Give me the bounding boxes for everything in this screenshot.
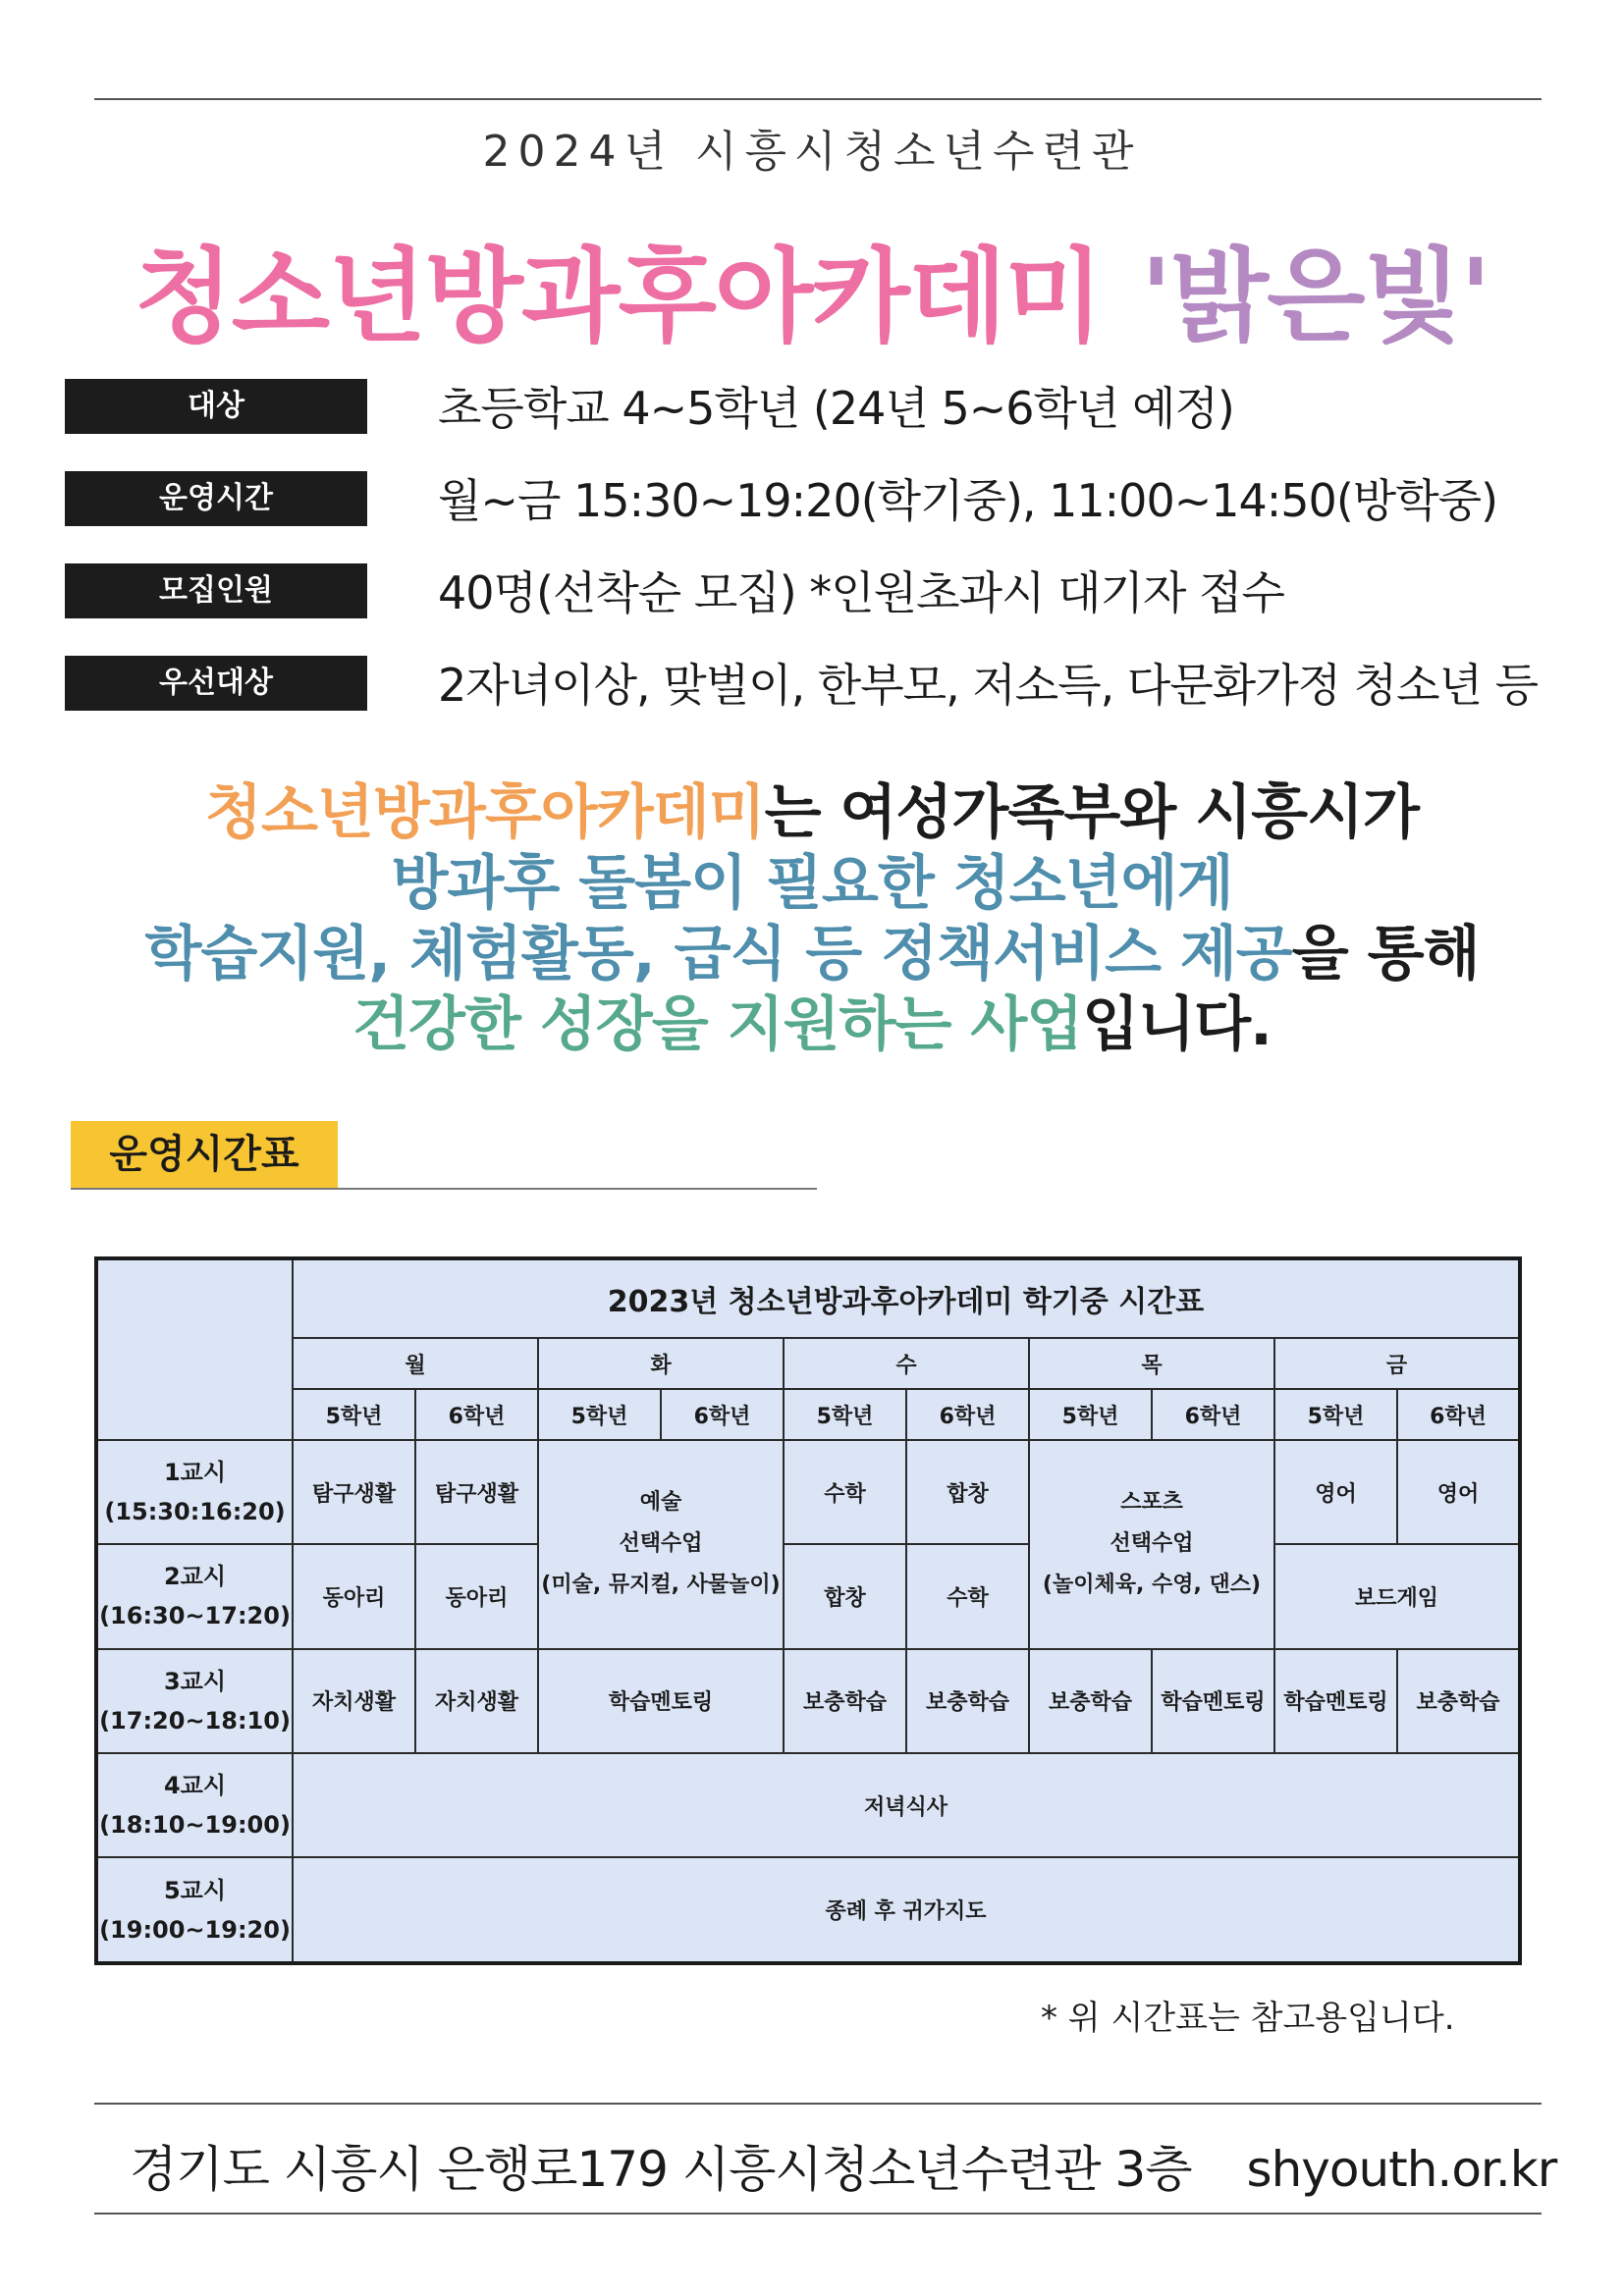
description-line-2: 방과후 돌봄이 필요한 청소년에게	[391, 849, 1233, 918]
info-value: 2자녀이상, 맞벌이, 한부모, 저소득, 다문화가정 청소년 등	[438, 659, 1539, 712]
info-label: 대상	[65, 379, 367, 434]
description-line-4: 건강한 성장을 지원하는 사업입니다.	[352, 990, 1272, 1059]
grade-header: 5학년	[293, 1389, 415, 1440]
description-line-3: 학습지원, 체험활동, 급식 등 정책서비스 제공을 통해	[144, 920, 1480, 988]
table-cell: 영어	[1397, 1440, 1520, 1544]
day-header-mon: 월	[293, 1338, 538, 1389]
info-label: 모집인원	[65, 563, 367, 618]
description-line-1: 청소년방과후아카데미는 여성가족부와 시흥시가	[205, 778, 1419, 847]
grade-header: 6학년	[1397, 1389, 1520, 1440]
period-label: 4교시 (18:10~19:00)	[96, 1753, 293, 1857]
table-cell: 탐구생활	[415, 1440, 538, 1544]
grade-header: 5학년	[538, 1389, 661, 1440]
description-paragraph	[0, 777, 1624, 1060]
table-cell: 보충학습	[1397, 1649, 1520, 1753]
period-label: 5교시 (19:00~19:20)	[96, 1857, 293, 1963]
table-cell: 동아리	[415, 1544, 538, 1648]
schedule-note: * 위 시간표는 참고용입니다.	[1041, 1999, 1455, 2038]
info-label: 우선대상	[65, 656, 367, 711]
table-corner	[96, 1258, 293, 1440]
table-cell-merged: 보드게임	[1274, 1544, 1520, 1648]
table-cell: 보충학습	[906, 1649, 1029, 1753]
info-value: 40명(선착순 모집) *인원초과시 대기자 접수	[438, 566, 1284, 619]
grade-header: 6학년	[415, 1389, 538, 1440]
info-label: 운영시간	[65, 471, 367, 526]
day-header-wed: 수	[784, 1338, 1029, 1389]
table-cell: 탐구생활	[293, 1440, 415, 1544]
period-label: 1교시 (15:30:16:20)	[96, 1440, 293, 1544]
day-header-tue: 화	[538, 1338, 784, 1389]
table-cell: 수학	[784, 1440, 906, 1544]
table-cell: 학습멘토링	[1152, 1649, 1274, 1753]
schedule-tag-underline	[71, 1188, 817, 1190]
grade-header: 5학년	[1029, 1389, 1152, 1440]
top-rule	[94, 98, 1542, 100]
table-cell: 합창	[784, 1544, 906, 1648]
table-cell: 자치생활	[293, 1649, 415, 1753]
footer-top-rule	[94, 2103, 1542, 2105]
table-cell: 동아리	[293, 1544, 415, 1648]
page-title	[0, 214, 1624, 361]
table-cell: 보충학습	[784, 1649, 906, 1753]
table-cell: 자치생활	[415, 1649, 538, 1753]
table-cell-merged: 스포츠 선택수업 (놀이체육, 수영, 댄스)	[1029, 1440, 1274, 1649]
day-header-fri: 금	[1274, 1338, 1520, 1389]
footer-address: 경기도 시흥시 은행로179 시흥시청소년수련관 3층	[130, 2141, 1192, 2198]
footer-website: shyouth.or.kr	[1246, 2141, 1557, 2198]
table-cell-full: 종례 후 귀가지도	[293, 1857, 1520, 1963]
footer	[130, 2130, 1556, 2201]
grade-header: 5학년	[784, 1389, 906, 1440]
footer-bottom-rule	[94, 2213, 1542, 2215]
table-cell-merged: 예술 선택수업 (미술, 뮤지컬, 사물놀이)	[538, 1440, 784, 1649]
grade-header: 6학년	[661, 1389, 784, 1440]
table-cell: 영어	[1274, 1440, 1397, 1544]
day-header-thu: 목	[1029, 1338, 1274, 1389]
table-cell: 보충학습	[1029, 1649, 1152, 1753]
table-cell: 수학	[906, 1544, 1029, 1648]
period-label: 2교시 (16:30~17:20)	[96, 1544, 293, 1648]
info-value: 월~금 15:30~19:20(학기중), 11:00~14:50(방학중)	[438, 474, 1498, 527]
page-subtitle: 2024년 시흥시청소년수련관	[482, 127, 1142, 177]
grade-header: 6학년	[1152, 1389, 1274, 1440]
table-cell-full: 저녁식사	[293, 1753, 1520, 1857]
table-title: 2023년 청소년방과후아카데미 학기중 시간표	[293, 1258, 1520, 1338]
title-main: 청소년방과후아카데미	[135, 237, 1102, 356]
schedule-table	[94, 1256, 1522, 1965]
table-cell-merged: 학습멘토링	[538, 1649, 784, 1753]
table-cell: 합창	[906, 1440, 1029, 1544]
table-cell: 학습멘토링	[1274, 1649, 1397, 1753]
info-value: 초등학교 4~5학년 (24년 5~6학년 예정)	[438, 382, 1234, 435]
grade-header: 5학년	[1274, 1389, 1397, 1440]
period-label: 3교시 (17:20~18:10)	[96, 1649, 293, 1753]
schedule-tag: 운영시간표	[71, 1121, 338, 1188]
grade-header: 6학년	[906, 1389, 1029, 1440]
title-name: '밝은빛'	[1140, 237, 1489, 356]
